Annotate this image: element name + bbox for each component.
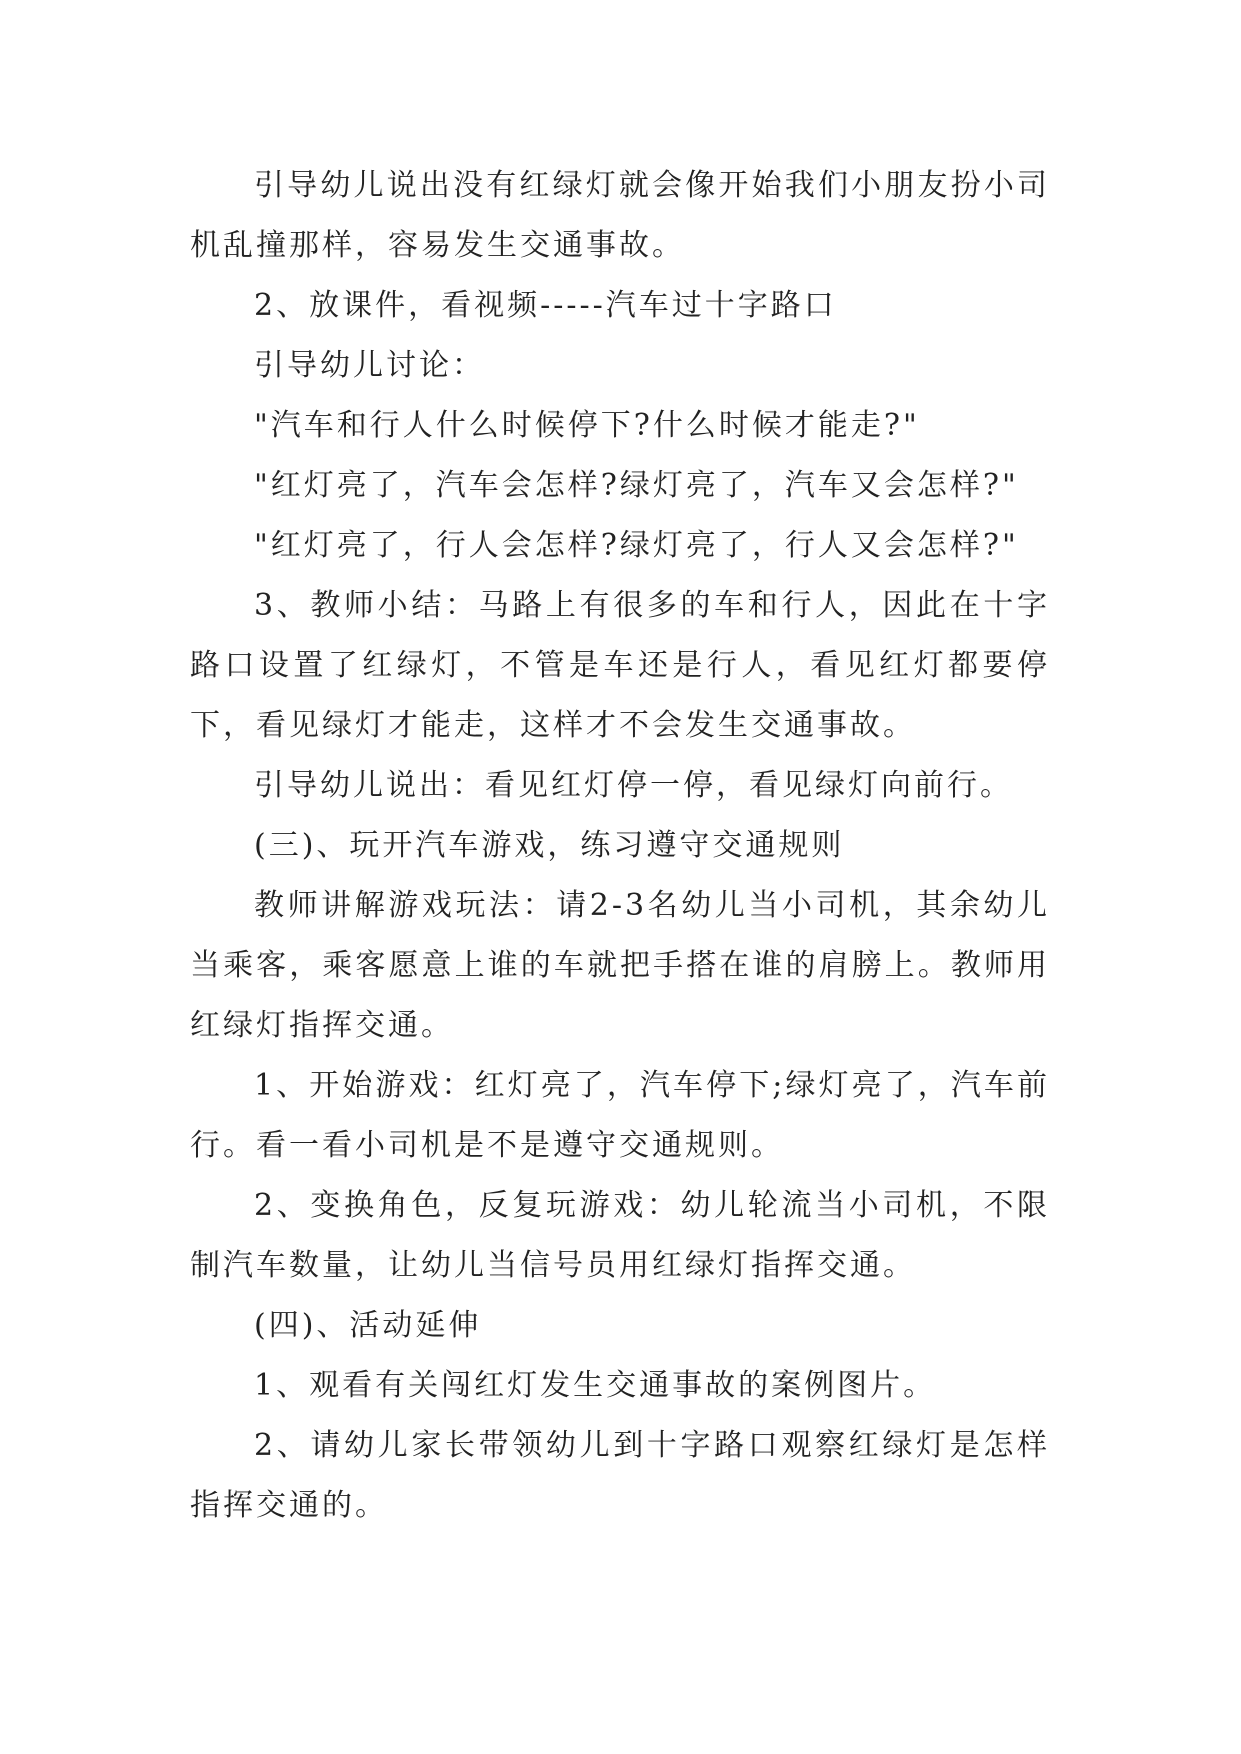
paragraph: 3、教师小结：马路上有很多的车和行人，因此在十字路口设置了红绿灯，不管是车还是行人，看见红灯都要停下，看见绿灯才能走，这样才不会发生交通事故。 — [190, 588, 1050, 743]
paragraph: 引导幼儿说出：看见红灯停一停，看见绿灯向前行。 — [254, 768, 1013, 803]
section-heading: (四)、活动延伸 — [254, 1308, 482, 1343]
paragraph: 教师讲解游戏玩法：请2-3名幼儿当小司机，其余幼儿当乘客，乘客愿意上谁的车就把手搭在谁的肩膀上。教师用红绿灯指挥交通。 — [190, 888, 1050, 1043]
paragraph: 2、变换角色，反复玩游戏：幼儿轮流当小司机，不限制汽车数量，让幼儿当信号员用红绿灯指挥交通。 — [190, 1188, 1050, 1283]
paragraph: 引导幼儿说出没有红绿灯就会像开始我们小朋友扮小司机乱撞那样，容易发生交通事故。 — [190, 168, 1050, 263]
paragraph: 1、观看有关闯红灯发生交通事故的案例图片。 — [254, 1368, 937, 1403]
section-heading: (三)、玩开汽车游戏，练习遵守交通规则 — [254, 828, 845, 863]
paragraph: "汽车和行人什么时候停下?什么时候才能走?" — [254, 408, 920, 443]
paragraph: "红灯亮了，汽车会怎样?绿灯亮了，汽车又会怎样?" — [254, 468, 1019, 503]
paragraph: "红灯亮了，行人会怎样?绿灯亮了，行人又会怎样?" — [254, 528, 1019, 563]
paragraph: 2、请幼儿家长带领幼儿到十字路口观察红绿灯是怎样指挥交通的。 — [190, 1428, 1050, 1523]
document-page — [190, 156, 1050, 1536]
paragraph: 引导幼儿讨论： — [254, 348, 485, 383]
paragraph: 2、放课件，看视频-----汽车过十字路口 — [254, 288, 837, 323]
paragraph: 1、开始游戏：红灯亮了，汽车停下;绿灯亮了，汽车前行。看一看小司机是不是遵守交通规则。 — [190, 1068, 1050, 1163]
